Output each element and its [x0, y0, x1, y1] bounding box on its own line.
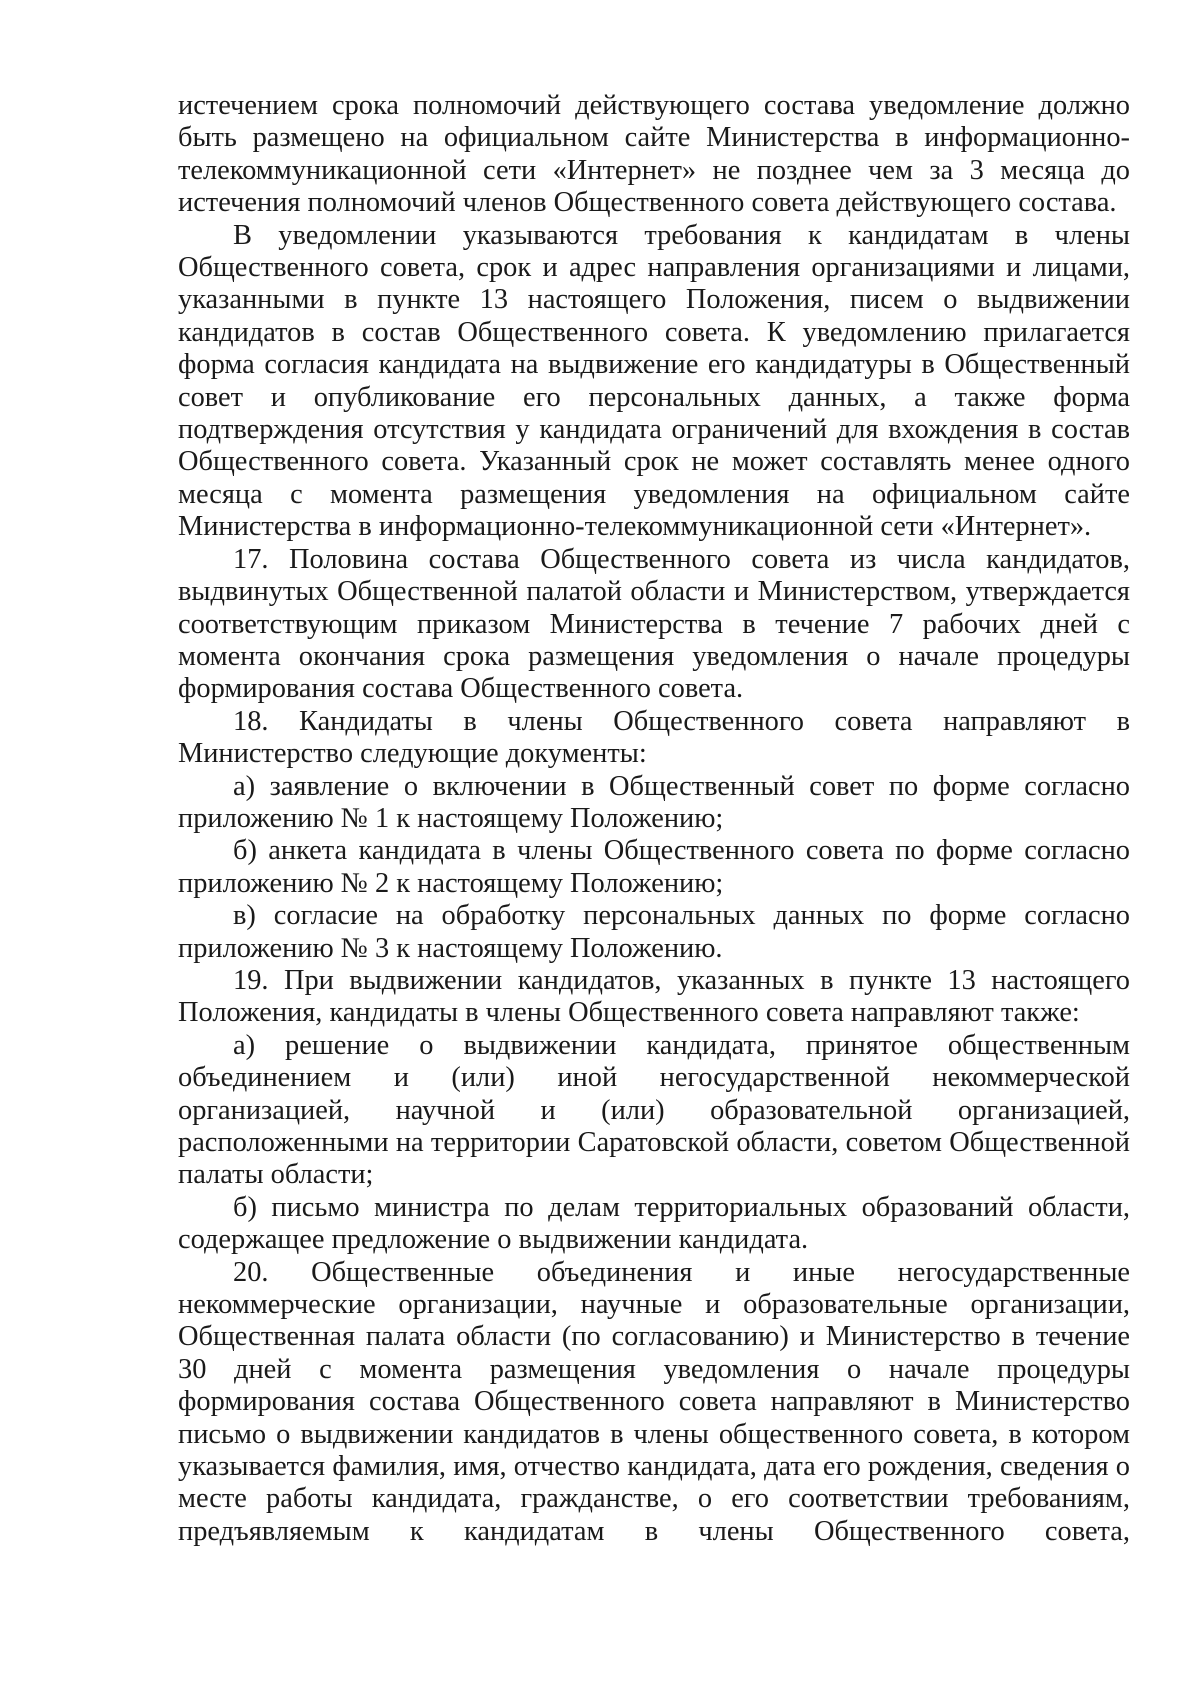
paragraph-item-18-v: в) согласие на обработку персональных данных по форме согласно приложению № 3 к настоящему Положению. — [178, 900, 1130, 964]
paragraph-item-18-a: а) заявление о включении в Общественный совет по форме согласно приложению № 1 к настоящему Положению; — [178, 770, 1130, 834]
paragraph-item-19-b: б) письмо министра по делам территориальных образований области, содержащее предложение о выдвижении кандидата. — [178, 1191, 1130, 1256]
paragraph-notification-requirements: В уведомлении указываются требования к кандидатам в члены Общественного совета, срок и адрес направления организациями и лицами, указанными в пункте 13 настоящего Положения, писем о выдвижении кандидатов в состав Общественного совета. К уведомлению прилагается форма согласия кандидата на выдвижение его кандидатуры в Общественный совет и опубликование его персональных данных, а также форма подтверждения отсутствия у кандидата ограничений для вхождения в состав Общественного совета. Указанный срок не может составлять менее одного месяца с момента размещения уведомления на официальном сайте Министерства в информационно-телекоммуникационной сети «Интернет». — [178, 219, 1130, 543]
paragraph-item-18: 18. Кандидаты в члены Общественного совета направляют в Министерство следующие документы: — [178, 705, 1130, 770]
paragraph-item-17: 17. Половина состава Общественного совета из числа кандидатов, выдвинутых Общественной палатой области и Министерством, утверждается соответствующим приказом Министерства в течение 7 рабочих дней с момента окончания срока размещения уведомления о начале процедуры формирования состава Общественного совета. — [178, 543, 1130, 705]
paragraph-item-20: 20. Общественные объединения и иные негосударственные некоммерческие организации, научные и образовательные организации, Общественная палата области (по согласованию) и Министерство в течение 30 дней с момента размещения уведомления о начале процедуры формирования состава Общественного совета направляют в Министерство письмо о выдвижении кандидатов в члены общественного совета, в котором указывается фамилия, имя, отчество кандидата, дата его рождения, сведения о месте работы кандидата, гражданстве, о его соответствии требованиям, предъявляемым к кандидатам в члены Общественного совета, — [178, 1256, 1130, 1547]
paragraph-item-18-b: б) анкета кандидата в члены Общественного совета по форме согласно приложению № 2 к настоящему Положению; — [178, 835, 1130, 899]
paragraph-item-19: 19. При выдвижении кандидатов, указанных в пункте 13 настоящего Положения, кандидаты в члены Общественного совета направляют также: — [178, 964, 1130, 1029]
paragraph-continuation: истечением срока полномочий действующего состава уведомление должно быть размещено на официальном сайте Министерства в информационно-телекоммуникационной сети «Интернет» не позднее чем за 3 месяца до истечения полномочий членов Общественного совета действующего состава. — [178, 90, 1130, 219]
document-page — [178, 90, 1130, 1548]
paragraph-item-19-a: а) решение о выдвижении кандидата, принятое общественным объединением и (или) иной негосударственной некоммерческой организацией, научной и (или) образовательной организацией, расположенными на территории Саратовской области, советом Общественной палаты области; — [178, 1029, 1130, 1191]
